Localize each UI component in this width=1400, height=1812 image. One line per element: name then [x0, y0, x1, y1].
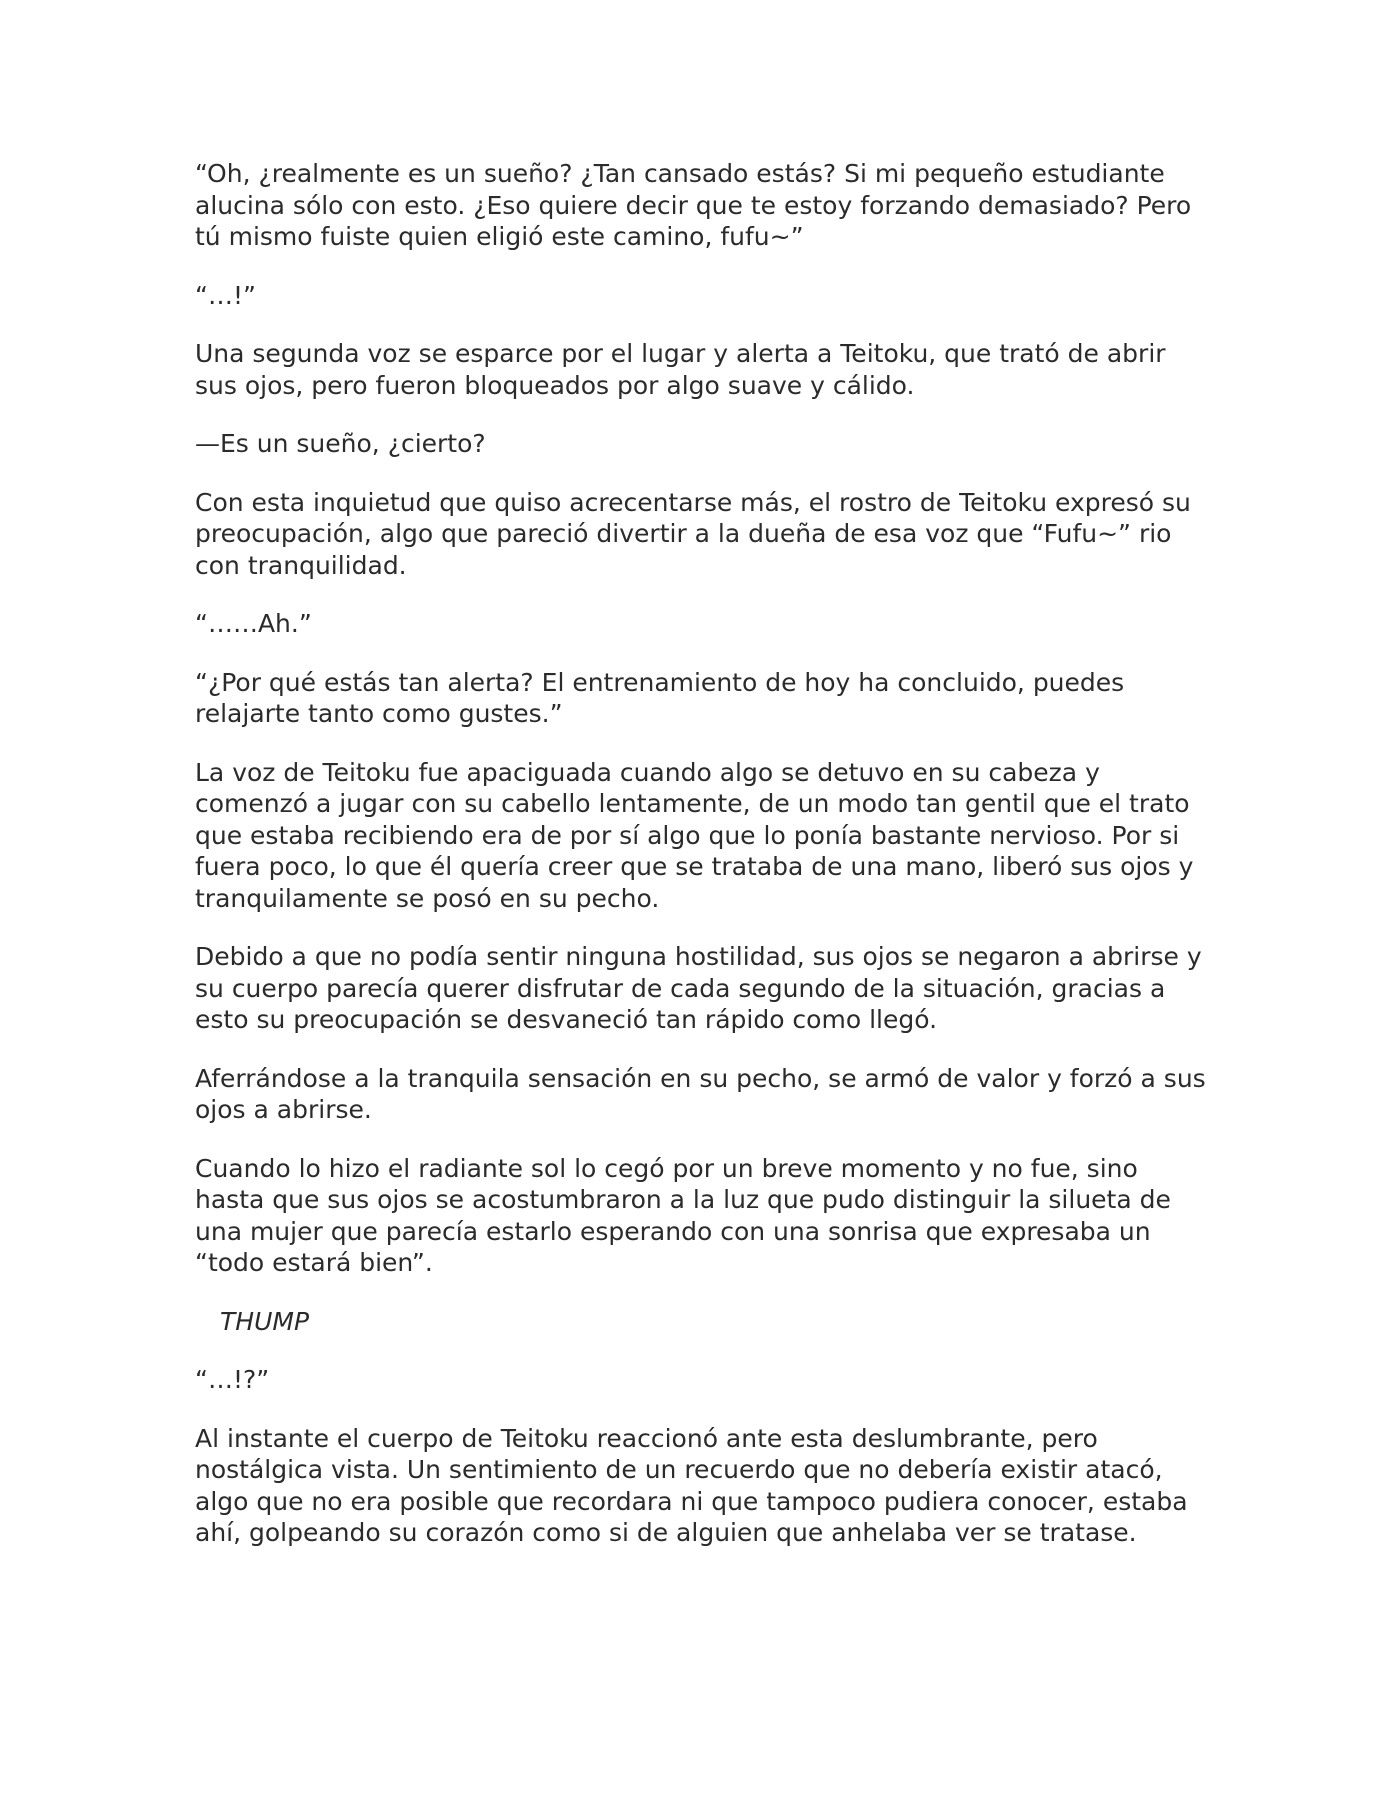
sound-effect: THUMP — [220, 1306, 310, 1336]
paragraph: Debido a que no podía sentir ninguna hostilidad, sus ojos se negaron a abrirse y su cuerpo parecía querer disfrutar de cada segundo de la situación, gracias a esto su preocupación se desvaneció tan rápido como llegó. — [195, 942, 1202, 1034]
paragraph: La voz de Teitoku fue apaciguada cuando algo se detuvo en su cabeza y comenzó a jugar con su cabello lentamente, de un modo tan gentil que el trato que estaba recibiendo era de por sí algo que lo ponía bastante nervioso. Por si fuera poco, lo que él quería creer que se trataba de una mano, liberó sus ojos y tranquilamente se posó en su pecho. — [195, 757, 1194, 913]
paragraph: Con esta inquietud que quiso acrecentarse más, el rostro de Teitoku expresó su preocupación, algo que pareció divertir a la dueña de esa voz que “Fufu~” rio con tranquilidad. — [195, 487, 1191, 580]
paragraph: —Es un sueño, ¿cierto? — [195, 429, 486, 458]
paragraph: Al instante el cuerpo de Teitoku reaccionó ante esta deslumbrante, pero nostálgica vista. Un sentimiento de un recuerdo que no debería existir atacó, algo que no era posible que recordara ni que tampoco pudiera conocer, estaba ahí, golpeando su corazón como si de alguien que anhelaba ver se tratase. — [195, 1423, 1188, 1547]
document-body — [195, 158, 1215, 1576]
paragraph: “Oh, ¿realmente es un sueño? ¿Tan cansado estás? Si mi pequeño estudiante alucina sólo con esto. ¿Eso quiere decir que te estoy forzando demasiado? Pero tú mismo fuiste quien eligió este camino, fufu~” — [195, 159, 1192, 251]
paragraph: Aferrándose a la tranquila sensación en su pecho, se armó de valor y forzó a sus ojos a abrirse. — [195, 1063, 1206, 1124]
paragraph: “¿Por qué estás tan alerta? El entrenamiento de hoy ha concluido, puedes relajarte tanto como gustes.” — [195, 667, 1125, 728]
paragraph: “…!” — [195, 280, 256, 310]
paragraph: Cuando lo hizo el radiante sol lo cegó por un breve momento y no fue, sino hasta que sus ojos se acostumbraron a la luz que pudo distinguir la silueta de una mujer que parecía estarlo esperando con una sonrisa que expresaba un “todo estará bien”. — [195, 1153, 1171, 1277]
paragraph: “……Ah.” — [195, 609, 312, 638]
paragraph: Una segunda voz se esparce por el lugar y alerta a Teitoku, que trató de abrir sus ojos, pero fueron bloqueados por algo suave y cálido. — [195, 339, 1166, 400]
paragraph: “…!?” — [195, 1365, 270, 1394]
